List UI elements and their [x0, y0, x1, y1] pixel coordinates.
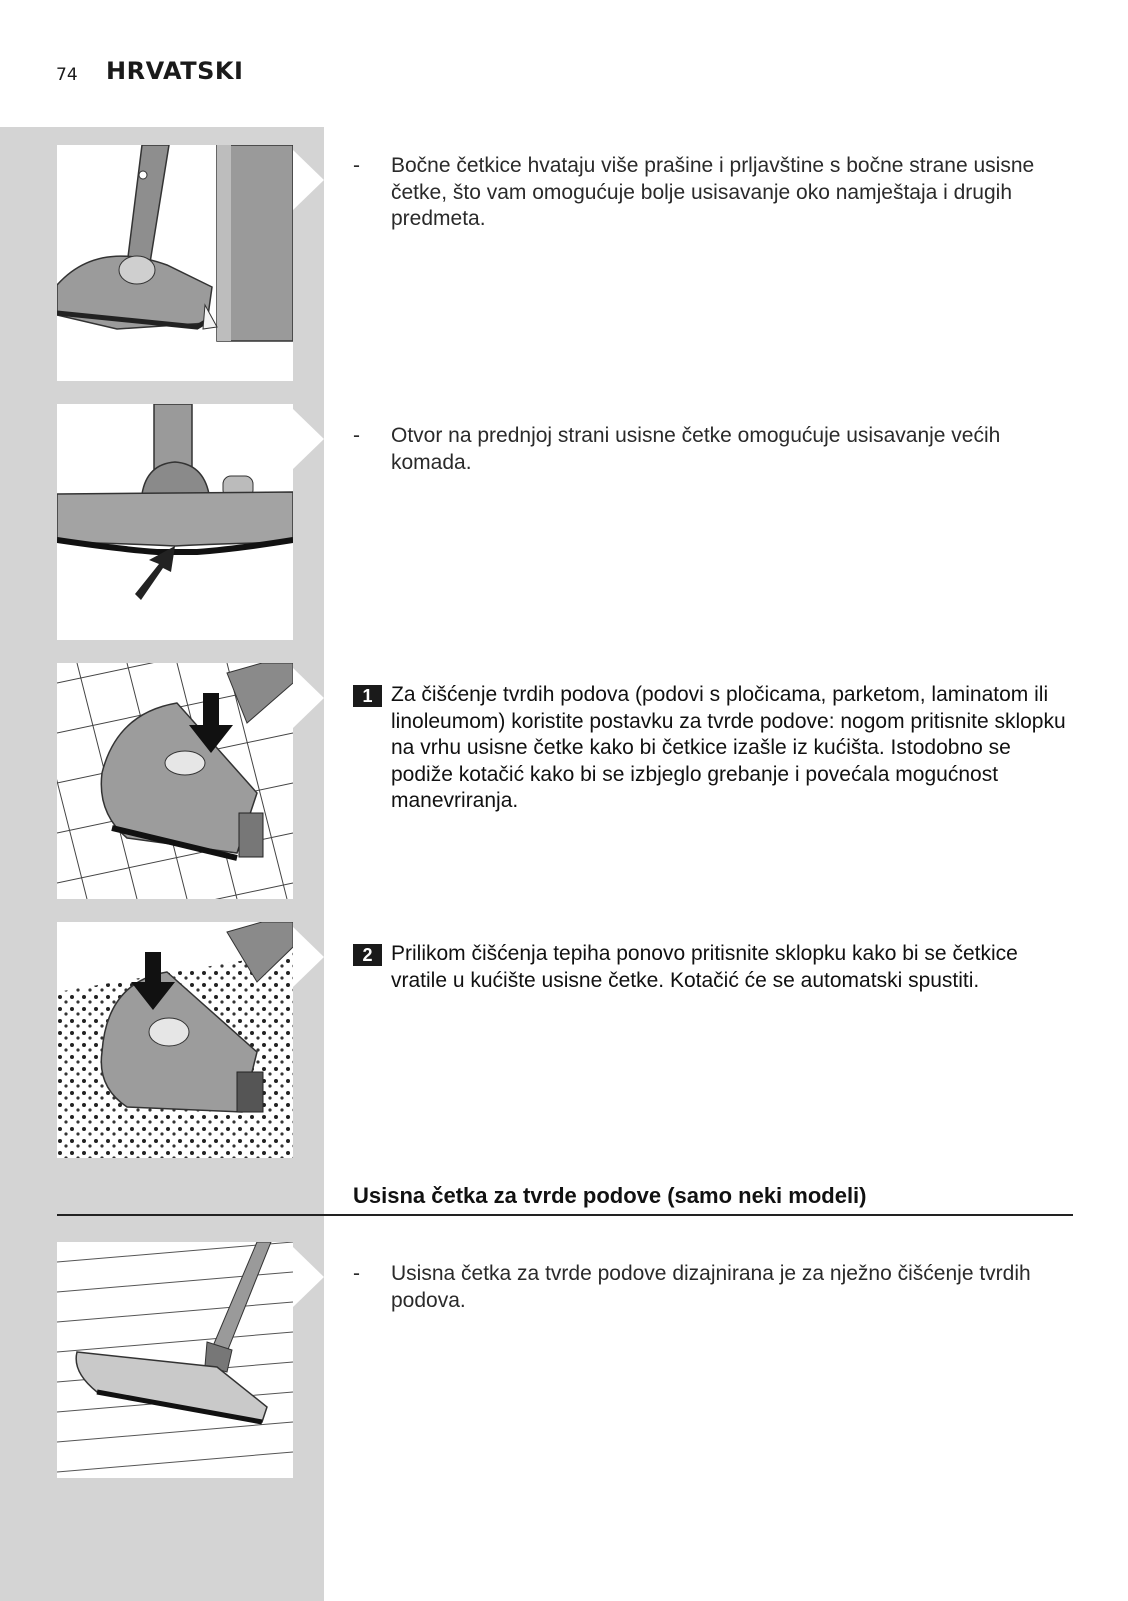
bullet-hard-floor-brush: [353, 1261, 1073, 1314]
step-2-carpet: [353, 941, 1073, 994]
section-heading: Usisna četka za tvrde podove (samo neki modeli): [353, 1183, 867, 1208]
side-brush-nozzle-illustration: [57, 145, 293, 381]
bullet-dash: -: [353, 154, 360, 177]
step-text: Za čišćenje tvrdih podova (podovi s pločicama, parketom, laminatom ili linoleumom) koristite postavku za tvrde podove: nogom pritisnite sklopku na vrhu usisne četke kako bi četkice izašle iz kućišta. Istodobno se podiže kotačić kako bi se izbjeglo grebanje i povećala mogućnost manevriranja.: [391, 683, 1066, 812]
pointer-arrow: [293, 1247, 324, 1307]
bullet-dash: -: [353, 1262, 360, 1285]
hard-floor-brush-illustration: [57, 1242, 293, 1478]
bullet-dash: -: [353, 424, 360, 447]
pointer-arrow: [293, 409, 324, 469]
hard-floor-switch-illustration: [57, 663, 293, 899]
bullet-side-brushes: [353, 153, 1073, 233]
step-text: Prilikom čišćenja tepiha ponovo pritisnite sklopku kako bi se četkice vratile u kućište usisne četke. Kotačić će se automatski spustiti.: [391, 942, 1018, 992]
step-number-badge: 2: [353, 944, 382, 966]
bullet-text: Bočne četkice hvataju više prašine i prljavštine s bočne strane usisne četke, što vam omogućuje bolje usisavanje oko namještaja i drugih predmeta.: [391, 154, 1035, 230]
step-number-badge: 1: [353, 685, 382, 707]
step-1-hard-floor: [353, 682, 1073, 815]
pointer-arrow: [293, 150, 324, 210]
bullet-text: Usisna četka za tvrde podove dizajnirana je za nježno čišćenje tvrdih podova.: [391, 1262, 1031, 1312]
section-divider: [57, 1214, 1073, 1216]
bullet-text: Otvor na prednjoj strani usisne četke omogućuje usisavanje većih komada.: [391, 424, 1001, 474]
bullet-front-opening: [353, 423, 1073, 476]
pointer-arrow: [293, 927, 324, 987]
carpet-switch-illustration: [57, 922, 293, 1158]
pointer-arrow: [293, 668, 324, 728]
front-opening-nozzle-illustration: [57, 404, 293, 640]
page-language-title: HRVATSKI: [106, 57, 244, 85]
page-number: 74: [56, 65, 78, 85]
